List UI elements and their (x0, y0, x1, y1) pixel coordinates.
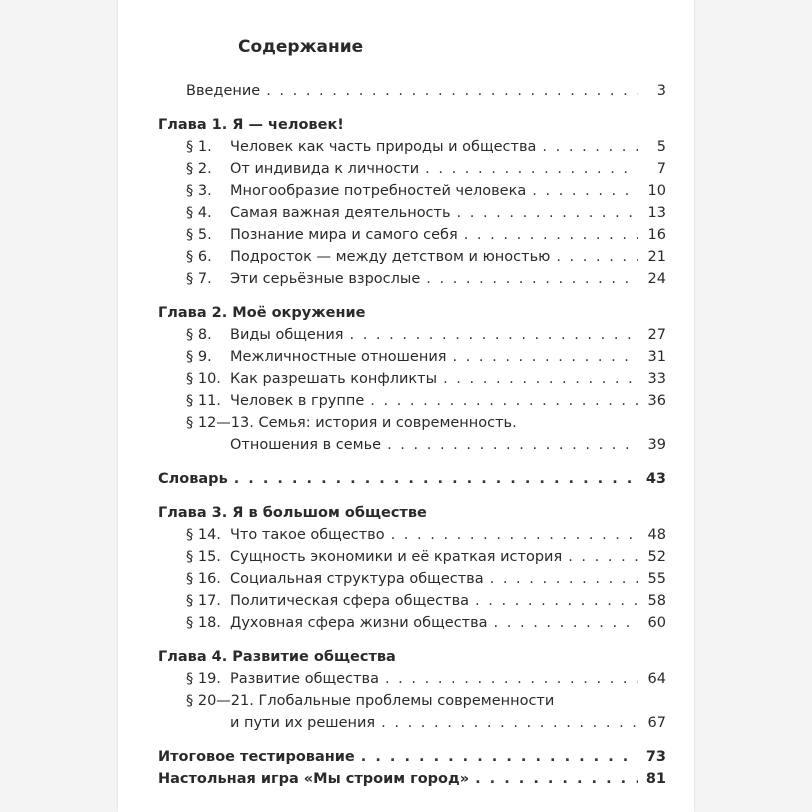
section-number: § 4. (186, 205, 212, 221)
section-number: § 11. (186, 393, 221, 409)
entry-label: Введение (186, 83, 261, 99)
entry-label: и пути их решения (230, 715, 376, 731)
entry-label: Самая важная деятельность (230, 205, 451, 221)
entry-page: 7 (656, 161, 666, 177)
toc-entry-multiline-first (158, 690, 666, 712)
toc-entry (158, 590, 666, 612)
entry-label: Отношения в семье (230, 437, 382, 453)
section-number: § 5. (186, 227, 212, 243)
dot-leader (457, 202, 638, 224)
dot-leader (443, 368, 638, 390)
toc-entry (158, 136, 666, 158)
chapter-heading-2: Глава 2. Моё окружение (158, 305, 366, 321)
section-number: § 8. (186, 327, 212, 343)
toc-entry (158, 180, 666, 202)
entry-label: От индивида к личности (230, 161, 420, 177)
section-number: § 15. (186, 549, 221, 565)
entry-label: Словарь (158, 471, 228, 487)
entry-page: 31 (647, 349, 666, 365)
dot-leader (452, 346, 638, 368)
toc-entry (158, 246, 666, 268)
toc-entry (158, 158, 666, 180)
chapter-heading-1: Глава 1. Я — человек! (158, 117, 344, 133)
entry-page: 3 (656, 83, 666, 99)
entry-label: § 12—13. Семья: история и современность. (186, 415, 517, 431)
entry-page: 73 (645, 749, 666, 765)
entry-label: § 20—21. Глобальные проблемы современности (186, 693, 555, 709)
section-number: § 10. (186, 371, 221, 387)
entry-page: 64 (647, 671, 666, 687)
book-page (118, 0, 694, 812)
dot-leader (349, 324, 638, 346)
chapter-heading-4: Глава 4. Развитие общества (158, 649, 396, 665)
dot-leader (266, 80, 638, 102)
dot-leader (475, 590, 638, 612)
entry-label: Развитие общества (230, 671, 379, 687)
chapter-heading-3: Глава 3. Я в большом обществе (158, 505, 427, 521)
entry-label: Сущность экономики и её краткая история (230, 549, 563, 565)
entry-page: 67 (647, 715, 666, 731)
toc-entry (158, 612, 666, 634)
section-number: § 6. (186, 249, 212, 265)
entry-page: 81 (645, 771, 666, 787)
toc-entry-board-game (158, 768, 666, 790)
toc-entry (158, 224, 666, 246)
toc-entry (158, 368, 666, 390)
dot-leader (475, 768, 638, 790)
dot-leader (556, 246, 638, 268)
dot-leader (425, 158, 638, 180)
entry-page: 60 (647, 615, 666, 631)
toc-entry (158, 524, 666, 546)
section-number: § 16. (186, 571, 221, 587)
entry-page: 16 (647, 227, 666, 243)
toc-entry-multiline-first (158, 412, 666, 434)
toc-entry (158, 346, 666, 368)
table-of-contents (158, 34, 666, 790)
entry-page: 55 (647, 571, 666, 587)
dot-leader (532, 180, 638, 202)
entry-label: Настольная игра «Мы строим город» (158, 771, 470, 787)
entry-label: Политическая сфера общества (230, 593, 470, 609)
dot-leader (464, 224, 638, 246)
dot-leader (361, 746, 638, 768)
toc-entry-glossary (158, 468, 666, 490)
section-number: § 2. (186, 161, 212, 177)
toc-entry (158, 268, 666, 290)
toc-entry-final-test (158, 746, 666, 768)
section-number: § 14. (186, 527, 221, 543)
entry-page: 52 (647, 549, 666, 565)
dot-leader (381, 712, 638, 734)
section-number: § 19. (186, 671, 221, 687)
section-number: § 9. (186, 349, 212, 365)
entry-page: 39 (647, 437, 666, 453)
entry-page: 10 (647, 183, 666, 199)
entry-page: 48 (647, 527, 666, 543)
entry-label: Итоговое тестирование (158, 749, 355, 765)
dot-leader (426, 268, 638, 290)
dot-leader (391, 524, 638, 546)
entry-label: Познание мира и самого себя (230, 227, 458, 243)
toc-entry (158, 546, 666, 568)
dot-leader (568, 546, 638, 568)
entry-page: 13 (647, 205, 666, 221)
toc-entry-multiline-second (158, 712, 666, 734)
entry-label: Как разрешать конфликты (230, 371, 438, 387)
entry-label: Виды общения (230, 327, 344, 343)
dot-leader (494, 612, 638, 634)
toc-entry (158, 568, 666, 590)
dot-leader (490, 568, 638, 590)
entry-label: Духовная сфера жизни общества (230, 615, 488, 631)
entry-page: 36 (647, 393, 666, 409)
toc-entry (158, 202, 666, 224)
dot-leader (370, 390, 638, 412)
entry-page: 27 (647, 327, 666, 343)
page-title: Содержание (238, 37, 364, 57)
entry-label: Многообразие потребностей человека (230, 183, 527, 199)
entry-label: Подросток — между детством и юностью (230, 249, 551, 265)
entry-label: Человек в группе (230, 393, 365, 409)
section-number: § 17. (186, 593, 221, 609)
entry-page: 21 (647, 249, 666, 265)
toc-entry-multiline-second (158, 434, 666, 456)
toc-entry (158, 390, 666, 412)
dot-leader (542, 136, 638, 158)
entry-page: 24 (647, 271, 666, 287)
dot-leader (234, 468, 638, 490)
section-number: § 7. (186, 271, 212, 287)
entry-page: 58 (647, 593, 666, 609)
toc-entry-intro (158, 80, 666, 102)
entry-page: 43 (645, 471, 666, 487)
entry-label: Эти серьёзные взрослые (230, 271, 421, 287)
section-number: § 3. (186, 183, 212, 199)
toc-entry (158, 324, 666, 346)
entry-page: 5 (656, 139, 666, 155)
entry-label: Что такое общество (230, 527, 385, 543)
section-number: § 1. (186, 139, 212, 155)
entry-label: Человек как часть природы и общества (230, 139, 537, 155)
entry-label: Социальная структура общества (230, 571, 484, 587)
dot-leader (387, 434, 638, 456)
section-number: § 18. (186, 615, 221, 631)
entry-label: Межличностные отношения (230, 349, 447, 365)
entry-page: 33 (647, 371, 666, 387)
dot-leader (385, 668, 638, 690)
toc-entry (158, 668, 666, 690)
